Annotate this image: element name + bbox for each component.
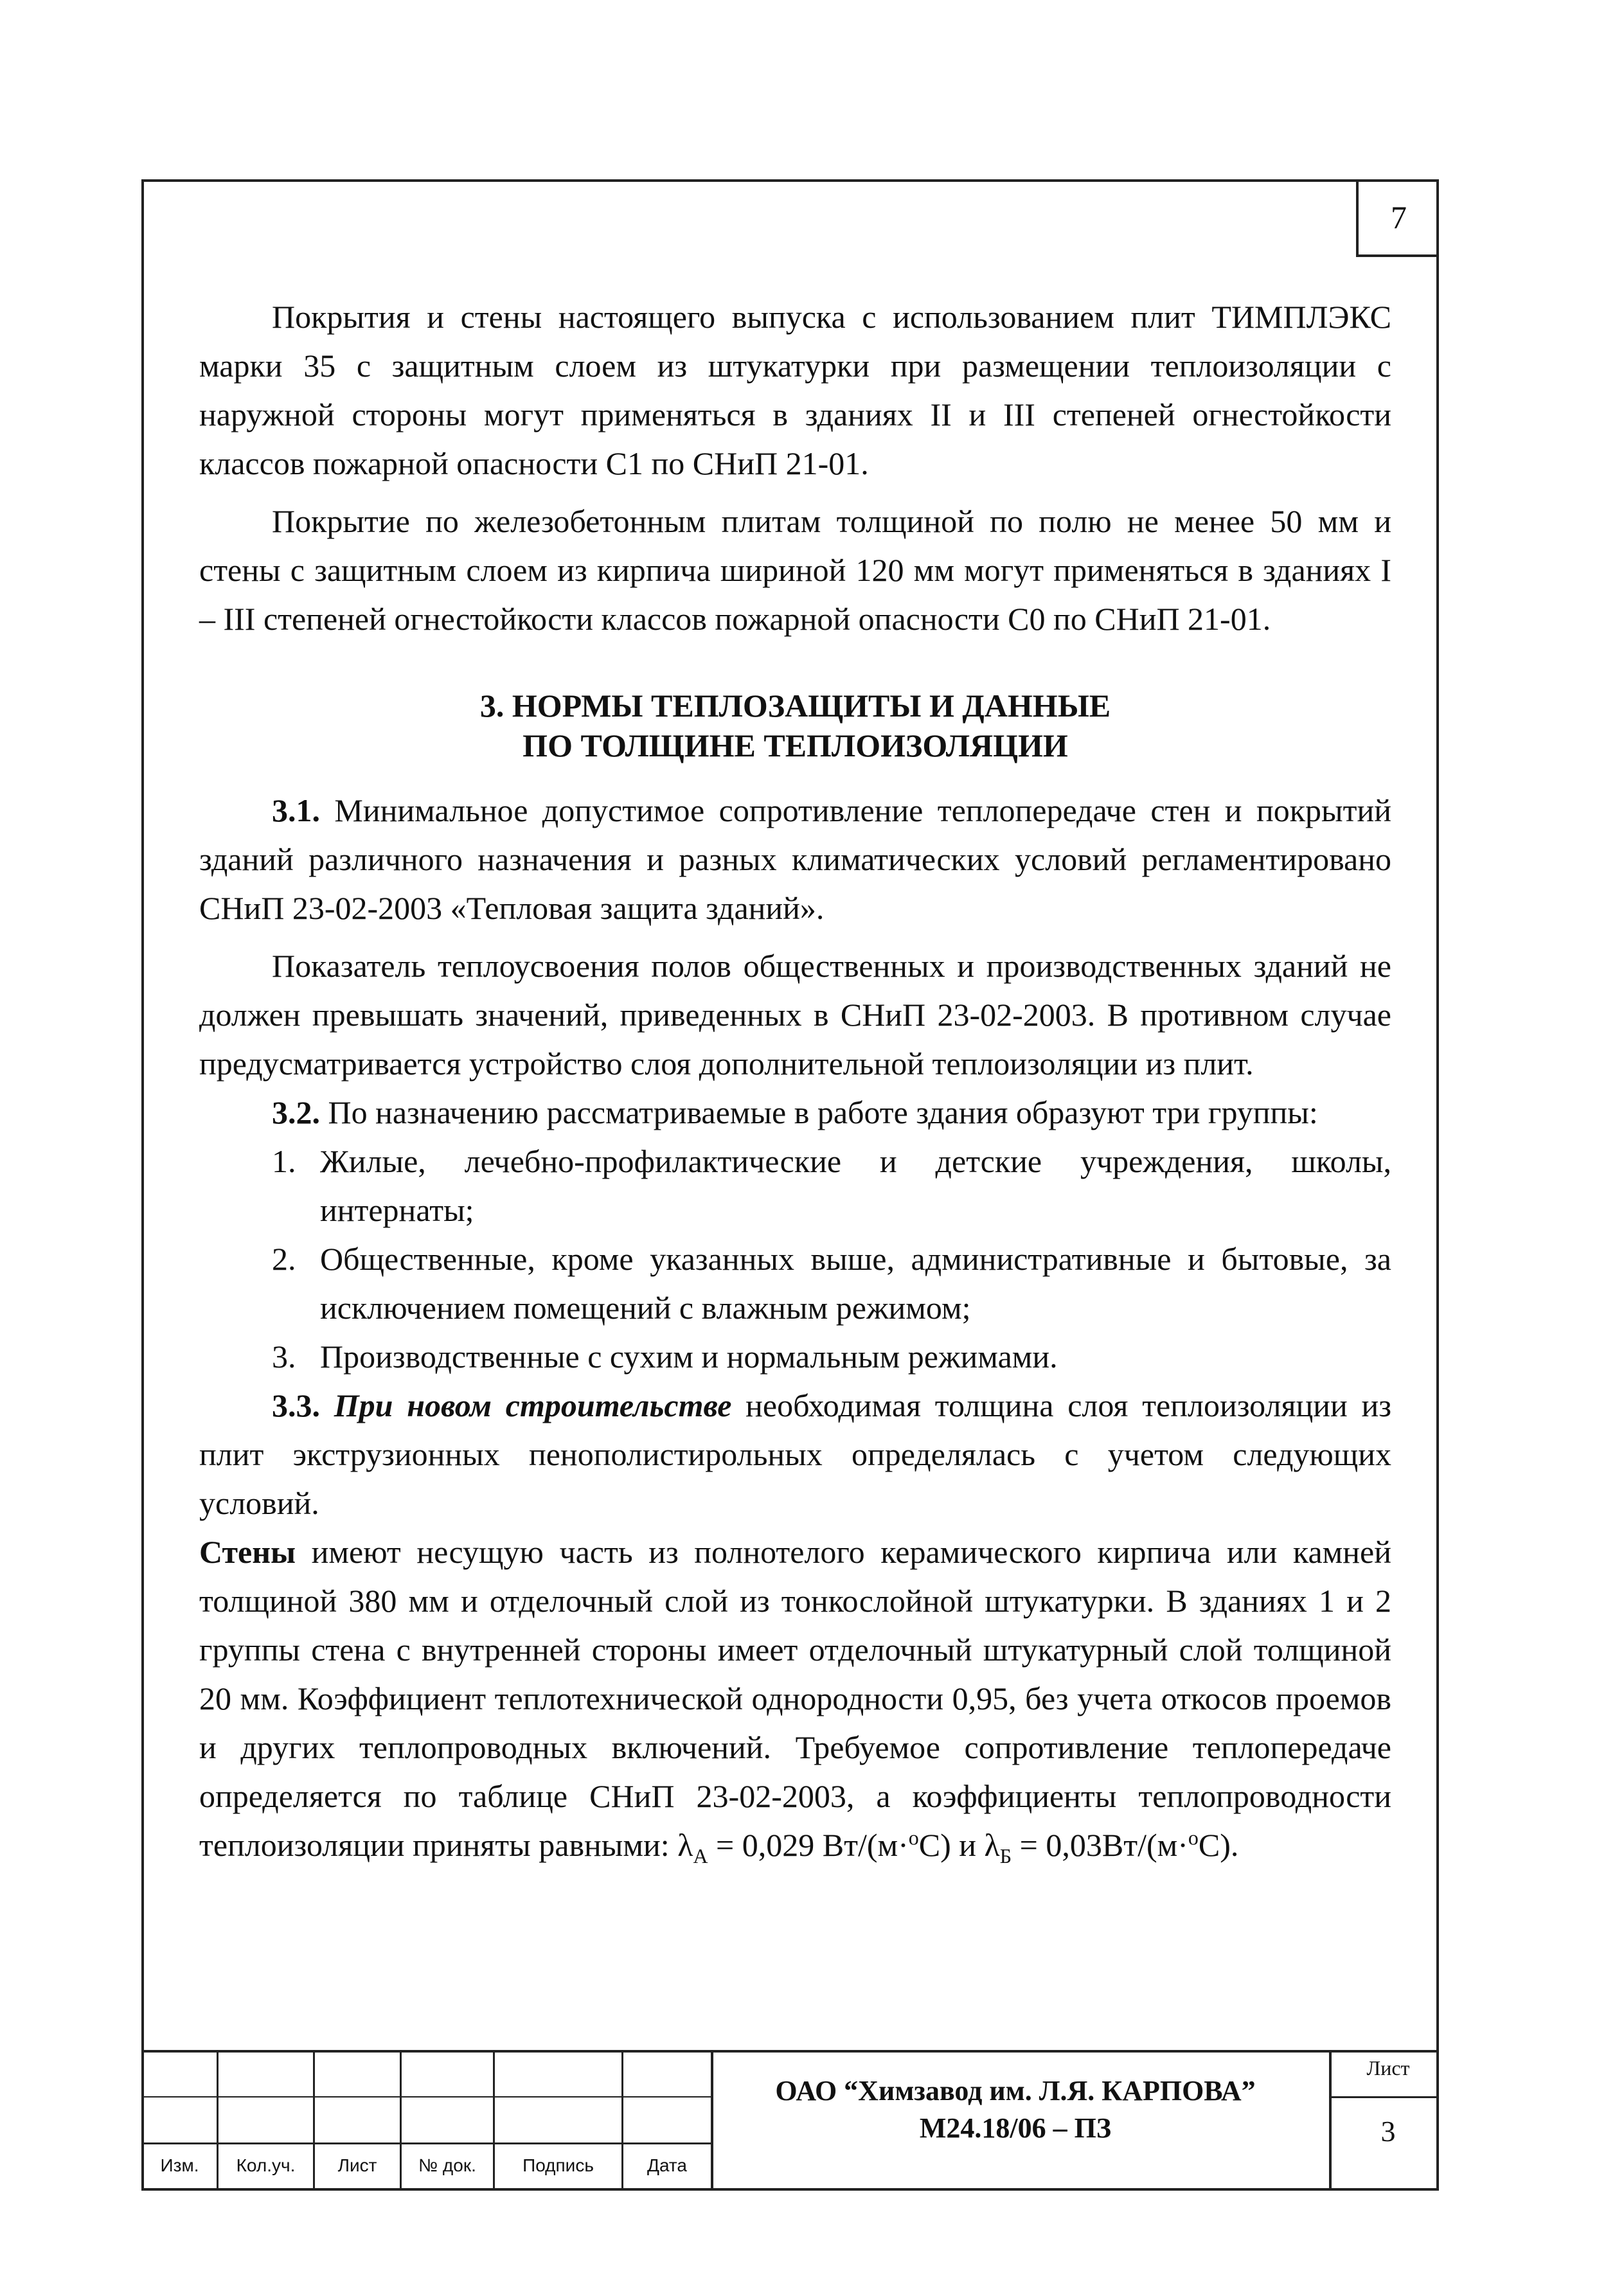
stamp-line [1330, 2096, 1439, 2098]
paragraph: Покрытие по железобетонным плитам толщиной по полю не менее 50 мм и стены с защитным слоем из кирпича шириной 120 мм могут применяться в зданиях I – III степеней огнестойкости классов пожарной опасности С0 по СНиП 21-01. [199, 503, 1391, 637]
stamp-label-list: Лист [337, 2155, 377, 2175]
groups-list [199, 1137, 1391, 1381]
stamp-line [1329, 2050, 1332, 2191]
stamp-label-doc: № док. [418, 2155, 476, 2175]
document-body [199, 292, 1391, 1869]
paragraph-walls [199, 1527, 1391, 1869]
paragraph: Показатель теплоусвоения полов общественных и производственных зданий не должен превышать значений, приведенных в СНиП 23-02-2003. В противном случае предусматривается устройство слоя дополнительной теплоизоляции из плит. [199, 948, 1391, 1082]
paragraph: Покрытия и стены настоящего выпуска с использованием плит ТИМПЛЭКС марки 35 с защитным слоем из штукатурки при размещении теплоизоляции с наружной стороны могут применяться в зданиях II и III степеней огнестойкости классов пожарной опасности С1 по СНиП 21-01. [199, 299, 1391, 481]
clause-text: По назначению рассматриваемые в работе здания образуют три группы: [320, 1094, 1318, 1130]
walls-text: имеют несущую часть из полнотелого керамического кирпича или камней толщиной 380 мм и отделочный слой из тонкослойной штукатурки. В зданиях 1 и 2 группы стена с внутренней стороны имеет отделочный штукатурный слой толщиной 20 мм. Коэффициент теплотехнической однородности 0,95, без учета откосов проемов и других теплопроводных включений. Требуемое сопротивление теплопередаче определяется по таблице СНиП 23-02-2003, а коэффициенты теплопроводности теплоизоляции приняты равными: λ [199, 1534, 1391, 1863]
walls-text: = 0,029 Вт/(м· [708, 1827, 909, 1863]
stamp-label-sign: Подпись [522, 2155, 594, 2175]
stamp-label-izm: Изм. [160, 2155, 199, 2175]
sheet-label: Лист [1366, 2056, 1410, 2080]
clause-number: 3.1. [272, 792, 320, 828]
list-number: 1. [272, 1143, 296, 1179]
clause-text: необходимая толщина слоя теплоизоляции из плит экструзионных пенополистирольных определялась с учетом следующих условий. [199, 1387, 1392, 1521]
clause-text: Минимальное допустимое сопротивление теплопередаче стен и покрытий зданий различного назначения и разных климатических условий регламентировано СНиП 23-02-2003 «Тепловая защита зданий». [199, 792, 1391, 926]
stamp-line [141, 2096, 712, 2098]
degree-sign: о [1188, 1826, 1199, 1849]
walls-text: С) и λ [918, 1827, 1000, 1863]
document-code: М24.18/06 – ПЗ [919, 2112, 1112, 2144]
paragraph-3-2 [199, 1088, 1391, 1137]
stamp-line [141, 2050, 1439, 2053]
stamp-line [141, 2142, 712, 2144]
clause-number: 3.3. [272, 1387, 320, 1423]
list-number: 2. [272, 1241, 296, 1277]
stamp-label-kol: Кол.уч. [236, 2155, 296, 2175]
degree-sign: о [908, 1826, 919, 1849]
list-item [199, 1234, 1391, 1332]
walls-text: С). [1198, 1827, 1239, 1863]
list-text: Общественные, кроме указанных выше, административные и бытовые, за исключением помещений с влажным режимом; [320, 1241, 1391, 1326]
walls-lead: Стены [199, 1534, 296, 1570]
paragraph-3-3 [199, 1381, 1391, 1527]
organization-title [726, 2072, 1305, 2147]
clause-number: 3.2. [272, 1094, 320, 1130]
subscript-b: Б [999, 1844, 1012, 1867]
list-number: 3. [272, 1339, 296, 1375]
list-item [199, 1332, 1391, 1381]
sheet-number: 3 [1380, 2115, 1396, 2148]
organization-name: ОАО “Химзавод им. Л.Я. КАРПОВА” [775, 2075, 1256, 2106]
section-heading-line2: ПО ТОЛЩИНЕ ТЕПЛОИЗОЛЯЦИИ [522, 727, 1068, 763]
stamp-line [711, 2050, 713, 2191]
page-number: 7 [1356, 179, 1439, 257]
list-text: Производственные с сухим и нормальным режимами. [320, 1339, 1058, 1375]
emphasis: При новом строительстве [334, 1387, 732, 1423]
stamp-label-date: Дата [647, 2155, 687, 2175]
subscript-a: А [693, 1844, 708, 1867]
list-text: Жилые, лечебно-профилактические и детские учреждения, школы, интернаты; [320, 1143, 1391, 1228]
walls-text: = 0,03Вт/(м· [1012, 1827, 1188, 1863]
section-heading-line1: 3. НОРМЫ ТЕПЛОЗАЩИТЫ И ДАННЫЕ [479, 688, 1111, 724]
paragraph-3-1 [199, 786, 1391, 932]
section-heading [199, 686, 1391, 765]
list-item [199, 1137, 1391, 1234]
